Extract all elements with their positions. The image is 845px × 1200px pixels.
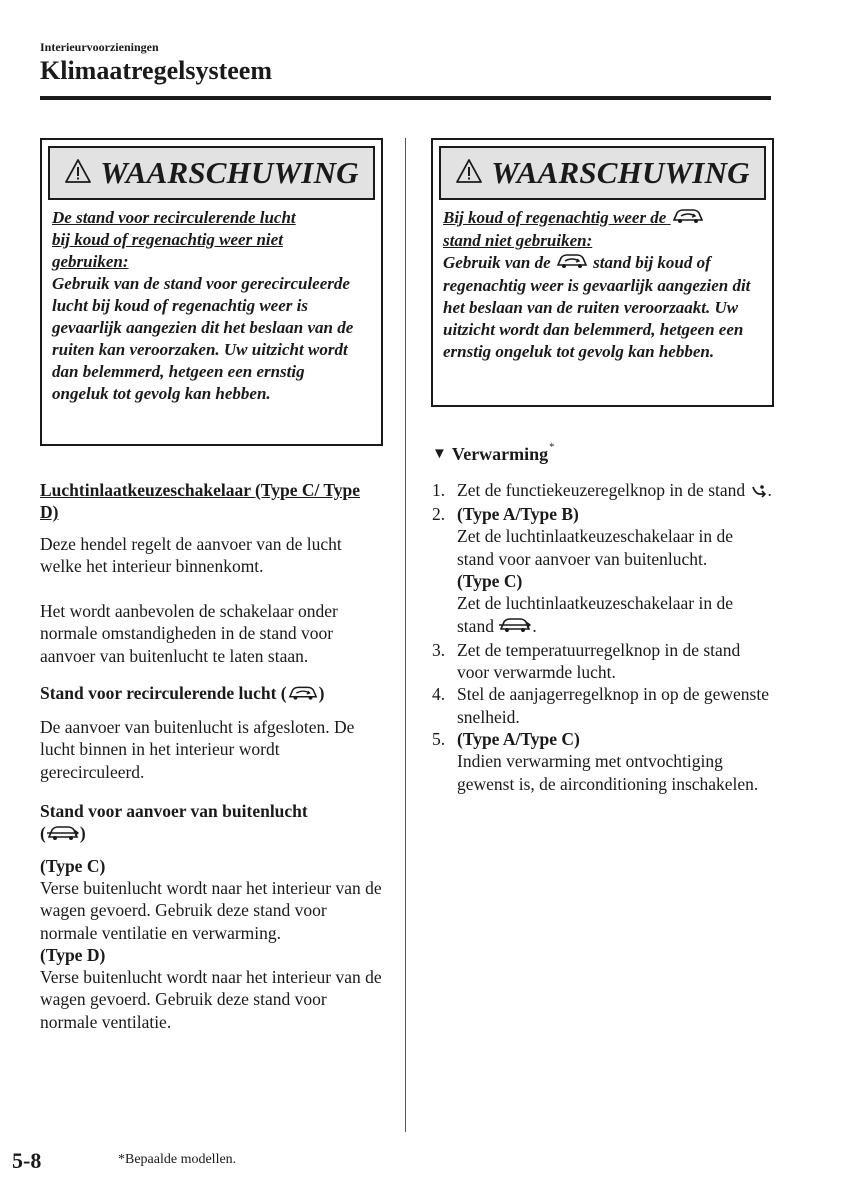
list-item: 5. (Type A/Type C) Indien verwarming met ontvochtiging gewenst is, de airconditioning inschakelen. bbox=[432, 728, 759, 794]
fresh-air-icon bbox=[498, 616, 532, 638]
list-item: 2. (Type A/Type B) Zet de luchtinlaatkeuzeschakelaar in de stand voor aanvoer van buitenlucht. (Type C) Zet de luchtinlaatkeuzeschakelaar in de stand . bbox=[432, 503, 772, 639]
heating-heading bbox=[432, 444, 554, 465]
type-d-description: Verse buitenlucht wordt naar het interieur van de wagen gevoerd. Gebruik deze stand voor normale ventilatie. bbox=[40, 967, 382, 1032]
warning-subheading-line: stand niet gebruiken: bbox=[443, 231, 593, 251]
warning-triangle-icon bbox=[64, 158, 92, 189]
type-c-description: Verse buitenlucht wordt naar het interieur van de wagen gevoerd. Gebruik deze stand voor normale ventilatie en verwarming. bbox=[40, 878, 382, 943]
warning-heading-right bbox=[439, 146, 766, 200]
recirculation-icon bbox=[287, 684, 319, 706]
warning-subheading-line: De stand voor recirculerende lucht bbox=[52, 208, 296, 227]
section-marker-icon: ▼ bbox=[432, 446, 447, 462]
recirculation-icon bbox=[555, 253, 589, 275]
warning-label: WAARSCHUWING bbox=[100, 155, 359, 190]
footnote-asterisk: * bbox=[549, 442, 555, 453]
selector-description: Deze hendel regelt de aanvoer van de lucht welke het interieur binnenkomt. bbox=[40, 534, 342, 577]
warning-subheading-line: Bij koud of regenachtig weer de bbox=[443, 207, 764, 230]
floor-vent-icon bbox=[750, 481, 768, 503]
fresh-air-icon bbox=[46, 824, 80, 846]
type-c-label: (Type C) bbox=[40, 856, 106, 876]
warning-text-left bbox=[42, 200, 381, 413]
section-label: Interieurvoorzieningen bbox=[40, 40, 159, 54]
page-title: Klimaatregelsysteem bbox=[40, 56, 272, 85]
list-item: 4. Stel de aanjagerregelknop in op de gewenste snelheid. bbox=[432, 684, 769, 727]
warning-subheading-line: bij koud of regenachtig weer niet bbox=[52, 230, 283, 249]
warning-heading-left bbox=[48, 146, 375, 200]
recirculation-icon bbox=[671, 208, 705, 230]
list-item: 1. Zet de functiekeuzeregelknop in de stand . bbox=[432, 479, 772, 503]
list-item: 3. Zet de temperatuurregelknop in de stand voor verwarmde lucht. bbox=[432, 639, 741, 683]
warning-triangle-icon bbox=[455, 158, 483, 189]
selector-heading: Luchtinlaatkeuzeschakelaar (Type C/ Type D) bbox=[40, 480, 361, 523]
warning-subheading-line: gebruiken: bbox=[52, 252, 129, 271]
recirc-heading: Stand voor recirculerende lucht ( ) bbox=[40, 682, 385, 706]
type-d-label: (Type D) bbox=[40, 945, 106, 965]
selector-recommendation: Het wordt aanbevolen de schakelaar onder normale omstandigheden in de stand voor aanvoer van buitenlucht te laten staan. bbox=[40, 601, 338, 666]
recirc-description: De aanvoer van buitenlucht is afgesloten. De lucht binnen in het interieur wordt gerecirculeerd. bbox=[40, 717, 355, 782]
fresh-heading: Stand voor aanvoer van buitenlucht bbox=[40, 801, 308, 821]
header-rule bbox=[40, 96, 771, 100]
column-divider bbox=[405, 138, 406, 1132]
warning-text-right bbox=[433, 200, 772, 371]
warning-body: Gebruik van de stand voor gerecirculeerde lucht bij koud of regenachtig weer is gevaarlijk aangezien dit het beslaan van de ruiten kan veroorzaken. Uw uitzicht wordt dan belemmerd, hetgeen een ernstig ongeluk tot gevolg kan hebben. bbox=[52, 274, 354, 403]
warning-box-right bbox=[431, 138, 774, 407]
page-number: 5-8 bbox=[12, 1148, 42, 1173]
heating-title: Verwarming bbox=[451, 444, 549, 464]
warning-label: WAARSCHUWING bbox=[491, 155, 750, 190]
warning-box-left bbox=[40, 138, 383, 446]
fresh-heading-icon-line: ( ) bbox=[40, 822, 385, 846]
warning-body: Gebruik van de stand bij koud of regenachtig weer is gevaarlijk aangezien dit het beslaan van de ruiten veroorzaakt. Uw uitzicht wordt dan belemmerd, hetgeen een ernstig ongeluk tot gevolg kan hebben. bbox=[443, 253, 751, 362]
footnote: *Bepaalde modellen. bbox=[118, 1152, 237, 1167]
heating-steps bbox=[432, 479, 772, 795]
